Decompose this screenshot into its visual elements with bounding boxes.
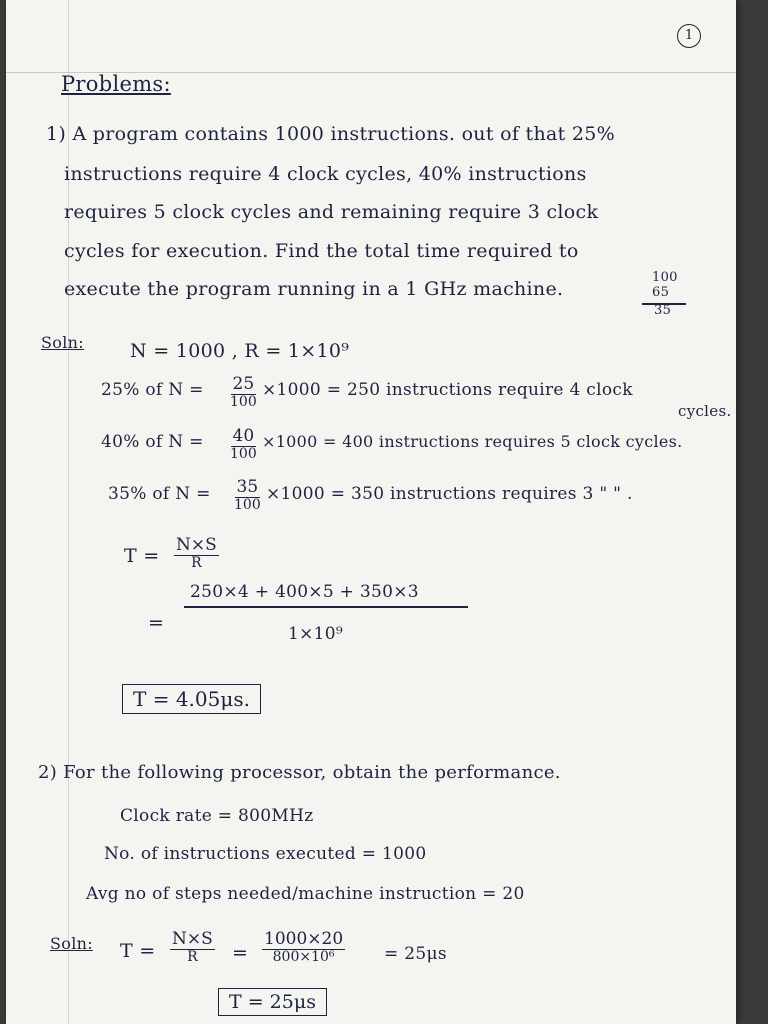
step1-suffix: ×1000 = 250 instructions require 4 clock xyxy=(262,380,633,400)
side-calc-result: 35 xyxy=(654,303,672,318)
margin-line xyxy=(68,0,69,1024)
answer-box-2: T = 25μs xyxy=(218,988,327,1016)
page-number: 1 xyxy=(677,24,701,48)
side-calc-minus: 65 xyxy=(652,285,670,300)
problem1-line-3: requires 5 clock cycles and remaining require 3 clock xyxy=(64,201,599,223)
step3-den: 100 xyxy=(234,496,261,513)
formula-lhs-2: T = xyxy=(120,940,156,962)
formula-lhs-1: T = xyxy=(124,545,160,567)
given-values: N = 1000 , R = 1×10⁹ xyxy=(130,340,350,362)
calc-denominator-1: 1×10⁹ xyxy=(288,624,344,644)
step2-prefix: 40% of N = xyxy=(101,432,204,452)
formula-den-2: R xyxy=(187,948,198,965)
step2-den: 100 xyxy=(230,445,257,462)
step1-prefix: 25% of N = xyxy=(101,380,204,400)
step3-fraction xyxy=(232,478,263,513)
problem1-line-4: cycles for execution. Find the total time required to xyxy=(64,240,579,262)
step2-suffix: ×1000 = 400 instructions requires 5 clock cycles. xyxy=(262,432,683,451)
problem1-line-1: 1) A program contains 1000 instructions. out of that 25% xyxy=(46,123,616,145)
notebook-page xyxy=(6,0,736,1024)
problem2-clock-rate: Clock rate = 800MHz xyxy=(120,806,314,826)
soln-label-1: Soln: xyxy=(41,333,84,352)
step1-num: 25 xyxy=(232,374,255,394)
soln-label-2: Soln: xyxy=(50,934,93,953)
page-heading: Problems: xyxy=(61,72,171,96)
step2-fraction xyxy=(228,427,259,462)
problem2-instructions: No. of instructions executed = 1000 xyxy=(104,844,427,864)
step3-prefix: 35% of N = xyxy=(108,484,211,504)
formula-num-1: N×S xyxy=(176,535,217,555)
formula-den-1: R xyxy=(191,554,202,571)
result-2: = 25μs xyxy=(384,944,447,964)
formula-fraction-1 xyxy=(174,536,219,571)
problem2-steps: Avg no of steps needed/machine instruction = 20 xyxy=(86,884,525,904)
eq-sign-2: = xyxy=(232,942,249,964)
calc-numerator-1: 250×4 + 400×5 + 350×3 xyxy=(190,582,419,602)
step3-num: 35 xyxy=(236,477,259,497)
problem1-line-5: execute the program running in a 1 GHz machine. xyxy=(64,278,564,300)
formula-fraction-2 xyxy=(170,930,215,965)
step1-tail: cycles. xyxy=(678,402,732,420)
calc-fraction-rule-1 xyxy=(184,606,468,608)
formula-num-2: N×S xyxy=(172,929,213,949)
side-calc-top: 100 xyxy=(652,270,678,285)
step2-num: 40 xyxy=(232,426,255,446)
step1-fraction xyxy=(228,375,259,410)
step3-suffix: ×1000 = 350 instructions requires 3 " " . xyxy=(266,484,633,504)
problem2-title: 2) For the following processor, obtain the performance. xyxy=(38,762,561,783)
calc-numerator-2: 1000×20 xyxy=(264,929,344,949)
calc-denominator-2: 800×10⁶ xyxy=(272,948,335,965)
step1-den: 100 xyxy=(230,393,257,410)
answer-box-1: T = 4.05μs. xyxy=(122,684,261,714)
eq-sign-1: = xyxy=(148,612,165,634)
problem1-line-2: instructions require 4 clock cycles, 40% instructions xyxy=(64,163,587,185)
calc-fraction-2 xyxy=(262,930,345,965)
